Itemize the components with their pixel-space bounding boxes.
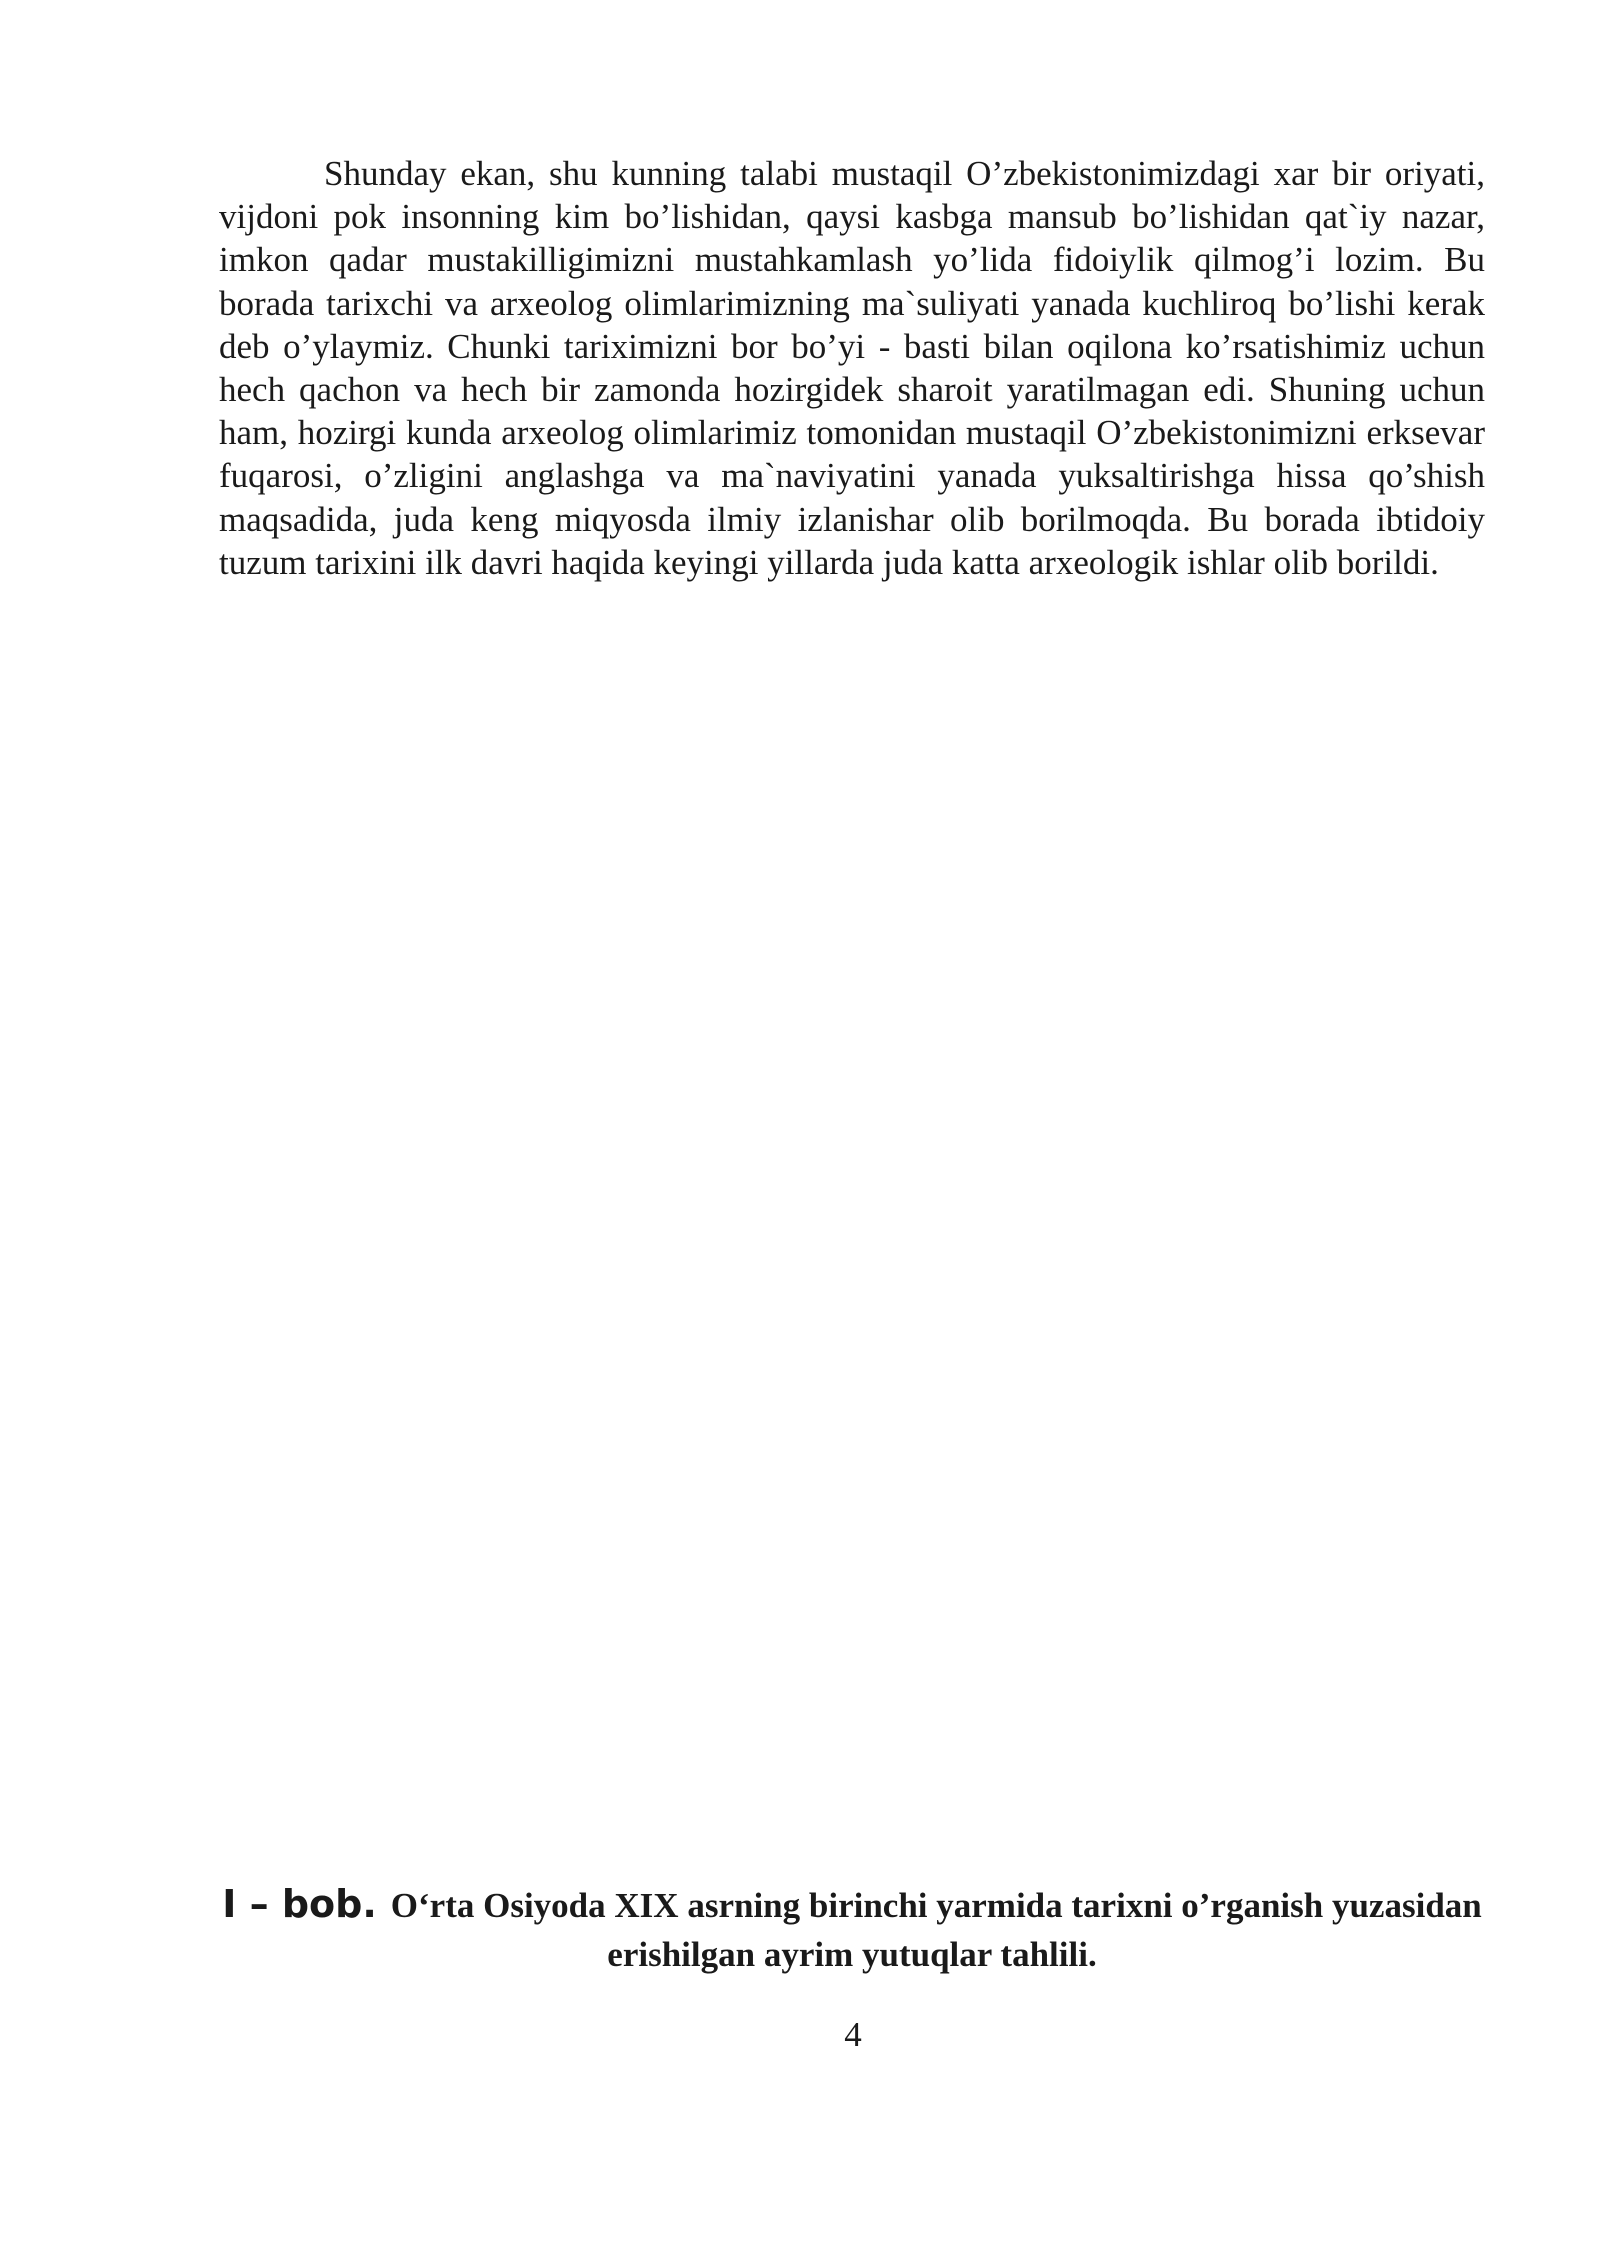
- chapter-heading: [219, 1880, 1485, 1979]
- chapter-label: I – bob.: [222, 1882, 377, 1926]
- body-paragraph: Shunday ekan, shu kunning talabi mustaqil O’zbekistonimizdagi xar bir oriyati, vijdoni pok insonning kim bo’lishidan, qaysi kasbga mansub bo’lishidan qat`iy nazar, imkon qadar mustakilligimizni mustahkamlash yo’lida fidoiylik qilmog’i lozim. Bu borada tarixchi va arxeolog olimlarimizning ma`suliyati yanada kuchliroq bo’lishi kerak deb o’ylaymiz. Chunki tariximizni bor bo’yi - basti bilan oqilona ko’rsatishimiz uchun hech qachon va hech bir zamonda hozirgidek sharoit yaratilmagan edi. Shuning uchun ham, hozirgi kunda arxeolog olimlarimiz tomonidan mustaqil O’zbekistonimizni erksevar fuqarosi, o’zligini anglashga va ma`naviyatini yanada yuksaltirishga hissa qo’shish maqsadida, juda keng miqyosda ilmiy izlanishar olib borilmoqda. Bu borada ibtidoiy tuzum tarixini ilk davri haqida keyingi yillarda juda katta arxeologik ishlar olib borildi.: [219, 154, 1485, 582]
- chapter-title: O‘rta Osiyoda XIX asrning birinchi yarmida tarixni o’rganish yuzasidan erishilgan ayrim yutuqlar tahlili.: [390, 1886, 1482, 1974]
- page-number: 4: [844, 2015, 862, 2054]
